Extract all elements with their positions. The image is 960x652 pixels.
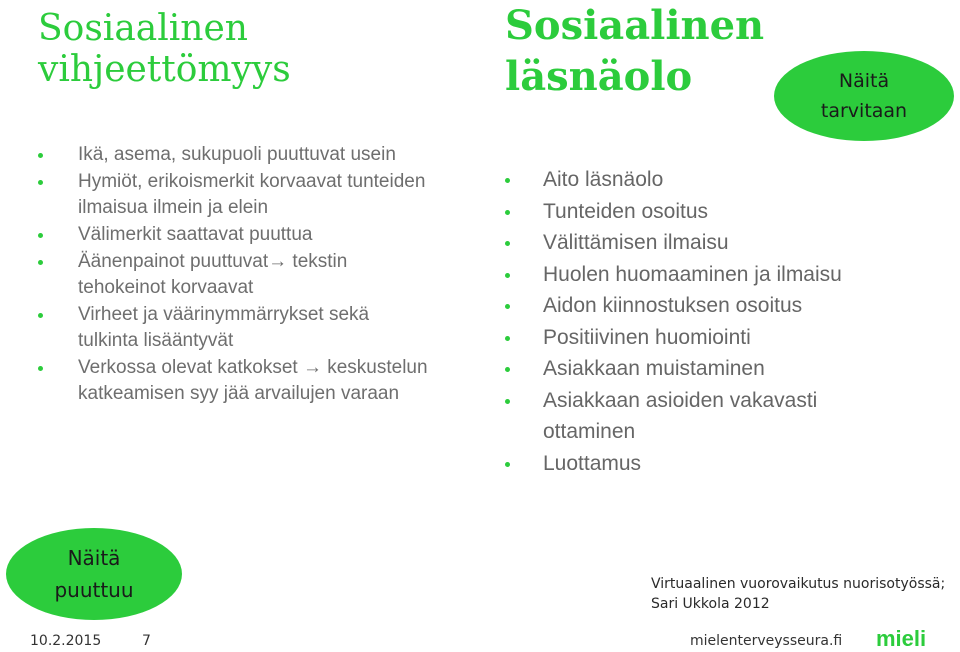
list-item: Aidon kiinnostuksen osoitus <box>543 290 903 322</box>
needed-callout <box>774 51 954 141</box>
list-item: Verkossa olevat katkokset → keskustelun katkeamisen syy jää arvailujen varaan <box>78 355 428 407</box>
footer-website: mielenterveysseura.fi <box>690 633 843 649</box>
list-item: Aito läsnäolo <box>543 164 903 196</box>
callout-line: tarvitaan <box>820 100 908 122</box>
list-item: Luottamus <box>543 448 903 480</box>
missing-callout <box>6 528 182 620</box>
list-item: Välittämisen ilmaisu <box>543 227 903 259</box>
right-title-line: läsnäolo <box>505 53 693 101</box>
citation-line: Virtuaalinen vuorovaikutus nuorisotyössä; <box>651 576 946 592</box>
list-item: Tunteiden osoitus <box>543 196 903 228</box>
footer-date: 10.2.2015 <box>30 633 102 649</box>
left-title <box>38 8 291 91</box>
citation <box>651 574 945 614</box>
list-item: Asiakkaan asioiden vakavasti ottaminen <box>543 385 903 448</box>
list-item: Virheet ja väärinymmärrykset sekä tulkinta lisääntyvät <box>78 302 428 354</box>
citation-line: Sari Ukkola 2012 <box>651 596 770 612</box>
list-item: Ikä, asema, sukupuoli puuttuvat usein <box>78 142 428 168</box>
left-bullet-list <box>78 142 428 408</box>
right-title <box>505 0 764 102</box>
right-title-line: Sosiaalinen <box>505 2 765 49</box>
page-number: 7 <box>142 633 151 649</box>
logo-text: mieli <box>876 628 927 650</box>
callout-line: Näitä <box>838 70 890 92</box>
left-title-line: Sosiaalinen <box>38 8 248 49</box>
list-item: Hymiöt, erikoismerkit korvaavat tunteiden ilmaisua ilmein ja elein <box>78 169 428 221</box>
list-item: Huolen huomaaminen ja ilmaisu <box>543 259 903 291</box>
right-bullet-list <box>543 164 903 479</box>
left-title-line: vihjeettömyys <box>38 49 291 91</box>
mieli-logo <box>876 628 934 650</box>
list-item: Asiakkaan muistaminen <box>543 353 903 385</box>
list-item: Positiivinen huomiointi <box>543 322 903 354</box>
callout-line: Näitä <box>67 546 121 570</box>
callout-line: puuttuu <box>54 578 134 602</box>
list-item: Välimerkit saattavat puuttua <box>78 222 428 248</box>
list-item: Äänenpainot puuttuvat→ tekstin tehokeinot korvaavat <box>78 249 428 301</box>
